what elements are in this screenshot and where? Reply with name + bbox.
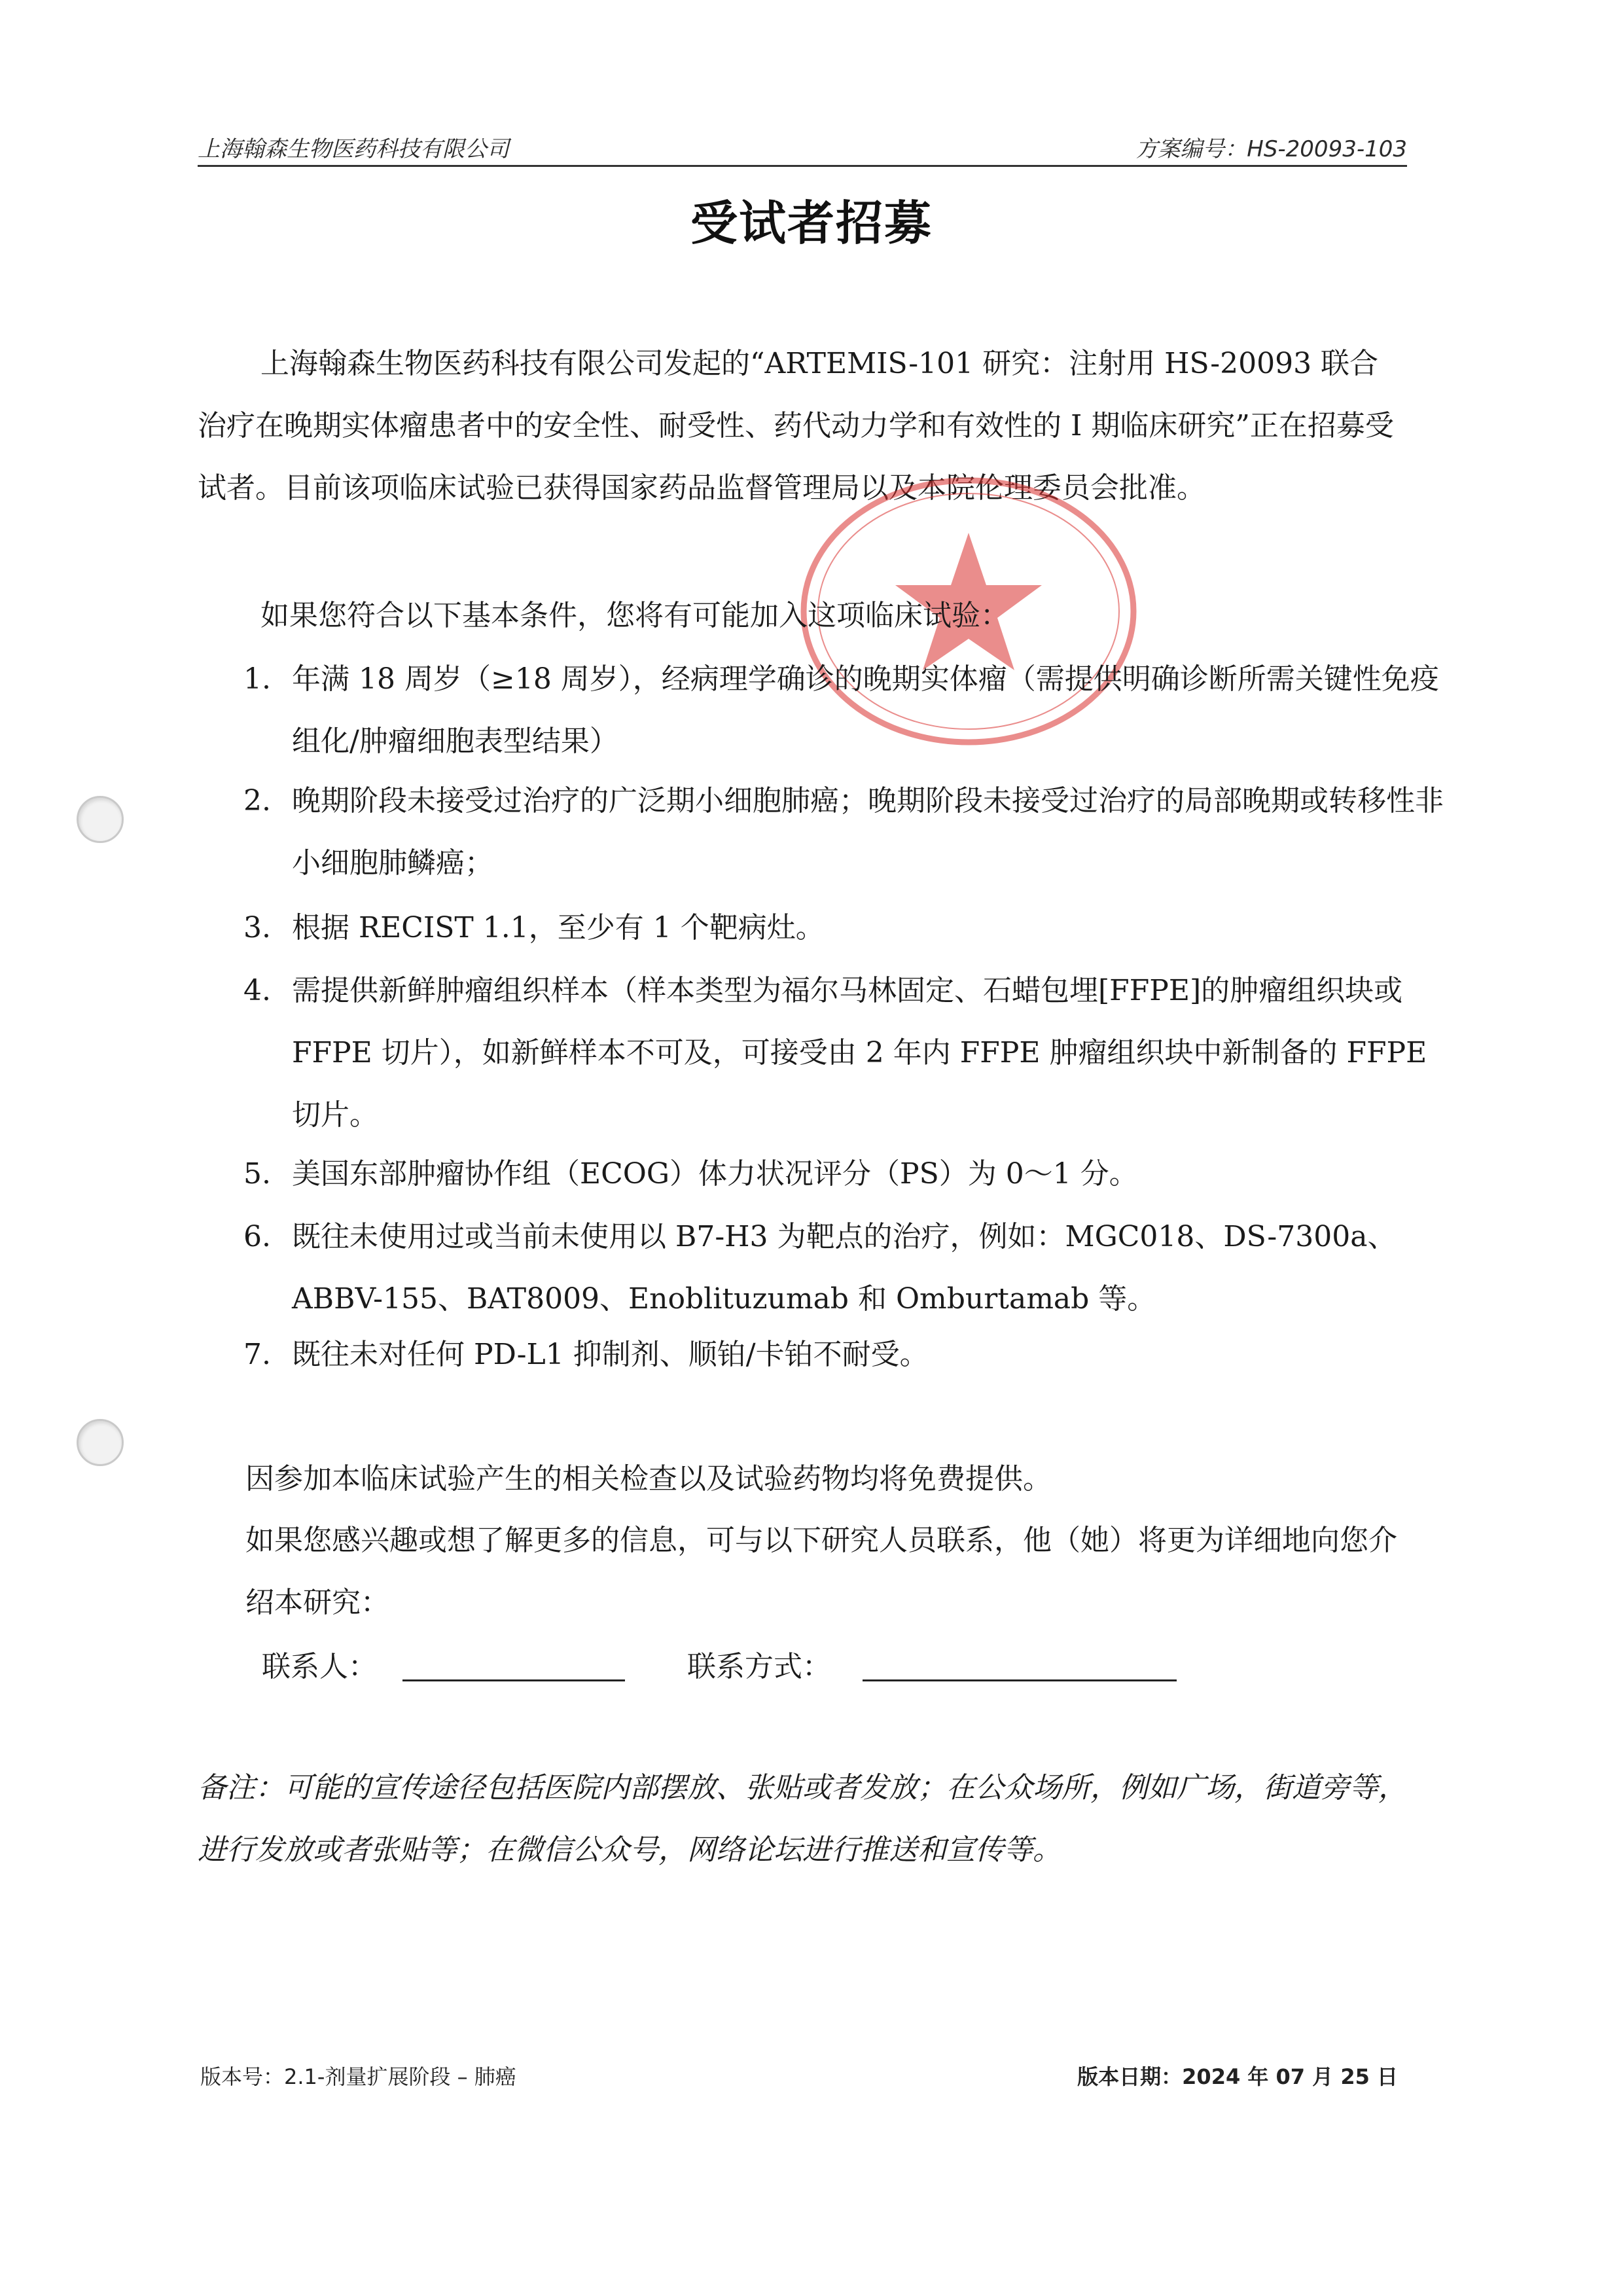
protocol-label: 方案编号： [1135, 136, 1247, 162]
contact-person-field[interactable] [402, 1679, 625, 1681]
punch-hole [77, 1419, 124, 1466]
criterion-number: 3. [243, 911, 271, 944]
protocol-number: HS-20093-103 [1247, 136, 1407, 162]
criterion-text: 需提供新鲜肿瘤组织样本（样本类型为福尔马林固定、石蜡包埋[FFPE]的肿瘤组织块或 FFPE 切片），如新鲜样本不可及，可接受由 2 年内 FFPE 肿瘤组织块中新制备的 FFPE 切片。 [292, 974, 1427, 1132]
header-company: 上海翰森生物医药科技有限公司 [198, 136, 509, 162]
criterion-number: 2. [243, 784, 271, 817]
criterion-item [243, 897, 1463, 959]
criterion-item [243, 648, 1463, 772]
criterion-text: 根据 RECIST 1.1，至少有 1 个靶病灶。 [292, 911, 825, 944]
criterion-item [243, 770, 1463, 894]
criterion-number: 1. [243, 662, 271, 696]
footer-version: 版本号：2.1-剂量扩展阶段 – 肺癌 [200, 2064, 516, 2089]
criterion-text: 美国东部肿瘤协作组（ECOG）体力状况评分（PS）为 0～1 分。 [292, 1157, 1138, 1191]
criterion-number: 7. [243, 1338, 271, 1371]
criterion-text: 既往未对任何 PD-L1 抑制剂、顺铂/卡铂不耐受。 [292, 1338, 929, 1371]
remark-note: 备注：可能的宣传途径包括医院内部摆放、张贴或者发放；在公众场所，例如广场，街道旁等，进行发放或者张贴等；在微信公众号，网络论坛进行推送和宣传等。 [198, 1771, 1407, 1867]
contact-method-field[interactable] [863, 1679, 1177, 1681]
criterion-text: 既往未使用过或当前未使用以 B7-H3 为靶点的治疗，例如：MGC018、DS-7300a、ABBV-155、BAT8009、Enoblituzumab 和 Omburtamab 等。 [292, 1220, 1397, 1316]
contact-person-label: 联系人： [262, 1650, 377, 1683]
criterion-text: 年满 18 周岁（≥18 周岁），经病理学确诊的晚期实体瘤（需提供明确诊断所需关键性免疫组化/肿瘤细胞表型结果） [292, 662, 1439, 758]
free-note: 因参加本临床试验产生的相关检查以及试验药物均将免费提供。 [245, 1462, 1052, 1496]
criterion-item [243, 1143, 1463, 1205]
page-title: 受试者招募 [690, 196, 933, 251]
criteria-lead: 如果您符合以下基本条件，您将有可能加入这项临床试验： [260, 599, 1009, 632]
criterion-number: 5. [243, 1157, 271, 1191]
header-protocol [1135, 131, 1407, 163]
contact-intro: 如果您感兴趣或想了解更多的信息，可与以下研究人员联系，他（她）将更为详细地向您介绍本研究： [245, 1524, 1397, 1619]
contact-method-label: 联系方式： [687, 1650, 831, 1683]
intro-paragraph: 上海翰森生物医药科技有限公司发起的“ARTEMIS-101 研究：注射用 HS-20093 联合治疗在晚期实体瘤患者中的安全性、耐受性、药代动力学和有效性的 I 期临床研究”正在招募受试者。目前该项临床试验已获得国家药品监督管理局以及本院伦理委员会批准。 [198, 347, 1394, 505]
criterion-item [243, 1206, 1463, 1330]
header-divider [198, 165, 1407, 167]
criterion-item [243, 960, 1463, 1146]
criterion-number: 6. [243, 1220, 271, 1253]
footer-date: 版本日期：2024 年 07 月 25 日 [1077, 2064, 1398, 2089]
criterion-item [243, 1323, 1463, 1386]
criterion-text: 晚期阶段未接受过治疗的广泛期小细胞肺癌；晚期阶段未接受过治疗的局部晚期或转移性非小细胞肺鳞癌； [292, 784, 1444, 880]
punch-hole [77, 796, 124, 843]
criterion-number: 4. [243, 974, 271, 1007]
